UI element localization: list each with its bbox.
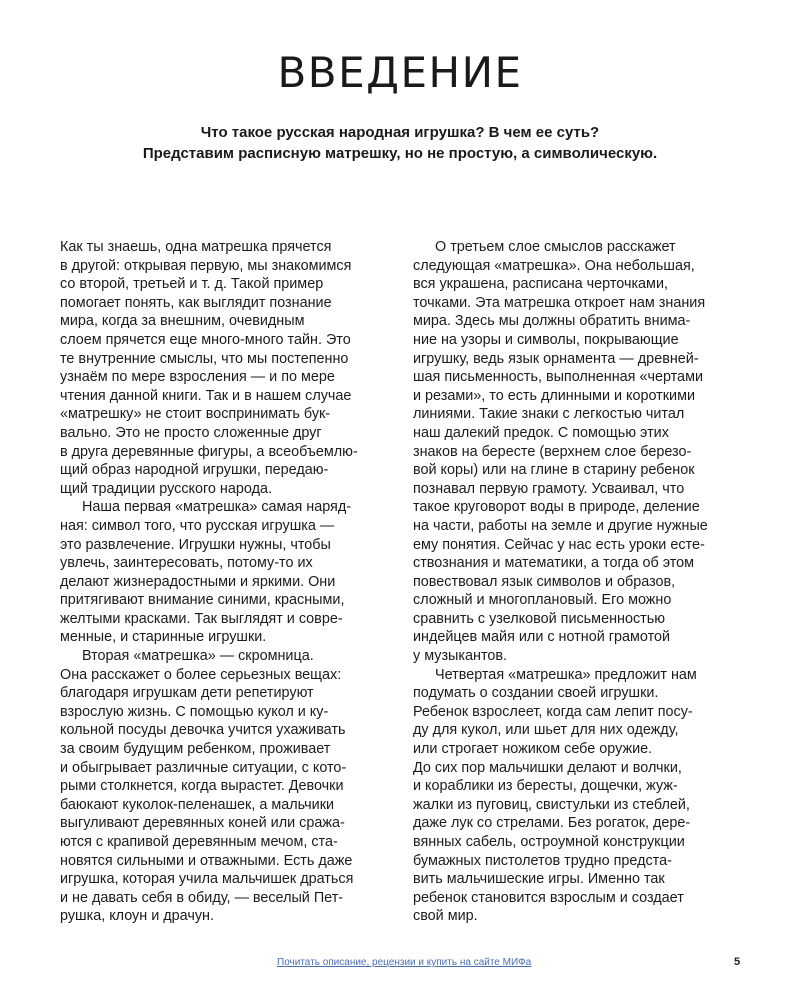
text-line: ребенок становится взрослым и создает [413, 889, 684, 906]
text-line: или строгает ножиком себе оружие. [413, 741, 653, 758]
text-column-right [413, 238, 743, 926]
text-line: Четвертая «матрешка» предложит нам [435, 666, 697, 683]
text-line: наш далекий предок. С помощью этих [413, 424, 669, 441]
text-line: притягивают внимание синими, красными, [60, 592, 345, 609]
text-line: делают жизнерадостными и яркими. Они [60, 573, 336, 590]
text-line: жалки из пуговиц, свистульки из стеблей, [413, 796, 690, 813]
text-line: игрушка, которая учила мальчишек драться [60, 871, 354, 888]
text-line: те внутренние смыслы, что мы постепенно [60, 350, 349, 367]
text-line: чтения данной книги. Так и в нашем случае [60, 387, 352, 404]
text-line: ду для кукол, или шьет для них одежду, [413, 722, 679, 739]
text-line: за своим будущим ребенком, проживает [60, 741, 331, 758]
text-line: выгуливают деревянных коней или сража- [60, 815, 345, 832]
text-line: на части, работы на земле и другие нужные [413, 517, 708, 534]
text-line: бумажных пистолетов трудно предста- [413, 852, 672, 869]
text-line: рушка, клоун и драчун. [60, 908, 214, 925]
text-line: новятся сильными и отважными. Есть даже [60, 852, 353, 869]
text-line: менные, и старинные игрушки. [60, 629, 267, 646]
text-line: со второй, третьей и т. д. Такой пример [60, 276, 324, 293]
text-line: сравнить с узелковой письменностью [413, 610, 666, 627]
text-line: в другой: открывая первую, мы знакомимся [60, 257, 352, 274]
page-number: 5 [734, 956, 741, 968]
text-line: О третьем слое смыслов расскажет [435, 239, 676, 255]
lead-line: Представим расписную матрешку, но не простую, а символическую. [142, 145, 658, 162]
text-line: вся украшена, расписана черточками, [413, 276, 668, 293]
text-line: Наша первая «матрешка» самая наряд- [82, 499, 352, 516]
text-line: игрушку, ведь язык орнамента — древней- [413, 350, 699, 367]
text-line: До сих пор мальчишки делают и волчки, [413, 759, 682, 776]
text-line: «матрешку» не стоит воспринимать бук- [60, 406, 331, 423]
text-line: линиями. Такие знаки с легкостью читал [413, 406, 685, 423]
text-line: повествовал язык символов и образов, [413, 573, 676, 590]
text-line: знаков на бересте (верхнем слое березо- [413, 443, 692, 460]
text-line: благодаря игрушкам дети репетируют [60, 685, 314, 702]
text-line: ная: символ того, что русская игрушка — [60, 517, 335, 534]
text-line: вянных сабель, остроумной конструкции [413, 834, 685, 850]
text-line: Вторая «матрешка» — скромница. [82, 648, 314, 665]
text-line: вить мальчишеские игры. Именно так [413, 871, 665, 888]
text-line: точками. Эта матрешка откроет нам знания [413, 294, 706, 311]
text-line: это развлечение. Игрушки нужны, чтобы [60, 536, 331, 553]
text-line: ются с крапивой деревянным мечом, ста- [60, 834, 338, 850]
text-line: Как ты знаешь, одна матрешка прячется [60, 239, 332, 255]
text-line: в друга деревянные фигуры, а всеобъемлю- [60, 443, 358, 460]
text-line: мира, когда за внешним, очевидным [60, 313, 305, 330]
text-line: и кораблики из бересты, дощечки, жуж- [413, 778, 678, 795]
text-line: помогает понять, как выглядит познание [60, 294, 332, 311]
text-line: вой коры) или на глине в старину ребенок [413, 462, 695, 479]
text-line: щий образ народной игрушки, передаю- [60, 462, 329, 479]
text-line: рыми столкнется, когда вырастет. Девочки [60, 778, 344, 795]
text-line: узнаём по мере взросления — и по мере [60, 369, 335, 386]
text-line: слоем прячется еще много-много тайн. Это [60, 331, 351, 348]
text-line: кольной посуды девочка учится ухаживать [60, 722, 346, 739]
text-line: у музыкантов. [413, 648, 508, 665]
page-title: ВВЕДЕНИЕ [277, 48, 523, 97]
text-line: ему понятия. Сейчас у нас есть уроки есте- [413, 536, 705, 553]
text-line: ствознания и математики, а тогда об этом [413, 555, 695, 572]
text-line: взрослую жизнь. С помощью кукол и ку- [60, 703, 329, 720]
text-line: и не давать себя в обиду, — веселый Пет- [60, 889, 344, 906]
text-column-left [60, 238, 390, 926]
lead-line: Что такое русская народная игрушка? В чем ее суть? [200, 124, 600, 141]
buy-on-mif-link[interactable]: Почитать описание, рецензии и купить на сайте МИФа [277, 957, 532, 968]
text-line: подумать о создании своей игрушки. [413, 685, 659, 702]
text-line: баюкают куколок-пеленашек, а мальчики [60, 796, 335, 813]
text-line: мира. Здесь мы должны обратить внима- [413, 313, 691, 330]
text-line: желтыми красками. Так выглядят и совре- [60, 610, 343, 627]
text-line: щий традиции русского народа. [60, 480, 272, 497]
text-line: такое круговорот воды в природе, деление [413, 499, 700, 516]
lead-paragraph [60, 122, 740, 164]
text-line: сложный и многоплановый. Его можно [413, 592, 672, 609]
text-line: Она расскажет о более серьезных вещах: [60, 666, 342, 683]
text-line: и обыгрывает различные ситуации, с кото- [60, 759, 347, 776]
text-line: шая письменность, выполненная «чертами [413, 369, 703, 386]
text-line: Ребенок взрослеет, когда сам лепит посу- [413, 703, 693, 720]
text-line: вально. Это не просто сложенные друг [60, 424, 322, 441]
text-line: увлечь, заинтересовать, потому-то их [60, 555, 313, 572]
text-line: свой мир. [413, 908, 478, 925]
text-line: даже лук со стрелами. Без рогаток, дере- [413, 815, 691, 832]
text-line: ние на узоры и символы, покрывающие [413, 331, 679, 348]
text-line: индейцев майя или с нотной грамотой [413, 629, 671, 646]
text-line: и резами», то есть длинными и короткими [413, 387, 696, 404]
text-line: познавал первую грамоту. Усваивал, что [413, 480, 685, 497]
text-line: следующая «матрешка». Она небольшая, [413, 257, 695, 274]
